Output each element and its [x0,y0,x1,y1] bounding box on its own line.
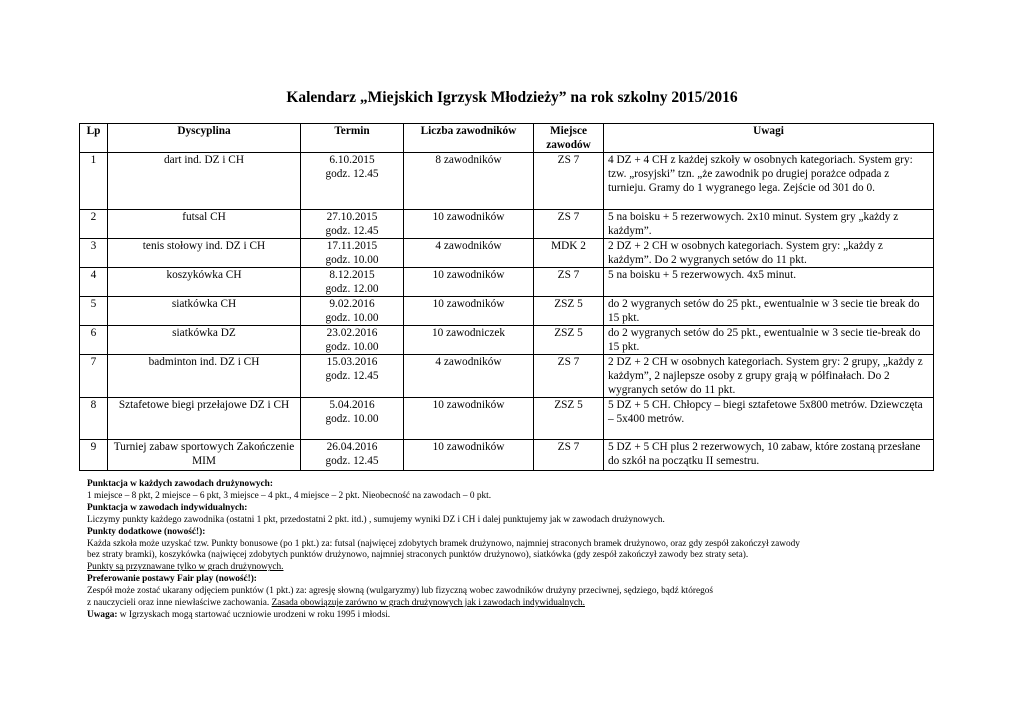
cell-discipline: tenis stołowy ind. DZ i CH [108,239,301,268]
header-discipline: Dyscyplina [108,124,301,153]
cell-players: 10 zawodników [404,398,534,440]
date-text: 8.12.2015 [329,269,375,281]
date-text: 27.10.2015 [326,211,378,223]
cell-lp: 1 [80,153,108,210]
date-text: 23.02.2016 [326,327,378,339]
cell-notes: do 2 wygranych setów do 25 pkt., ewentualnie w 3 secie tie break do 15 pkt. [604,297,934,326]
cell-discipline: Turniej zabaw sportowych Zakończenie MIM [108,440,301,471]
date-text: 17.11.2015 [326,240,378,252]
time-text: godz. 10.00 [325,254,379,266]
table-row [80,355,934,398]
cell-lp: 7 [80,355,108,398]
cell-players: 10 zawodników [404,297,534,326]
cell-date [301,355,404,398]
bonus-points-line: Każda szkoła może uzyskać tzw. Punkty bonusowe (po 1 pkt.) za: futsal (najwięcej zdobytych bramek drużynowo, najmniej straconych bramek drużynowo, oraz gdy zespół zakończył zawody [87,538,800,549]
cell-lp: 4 [80,268,108,297]
cell-players: 4 zawodników [404,239,534,268]
table-header-row [80,124,934,153]
fair-play-rule: Zasada obowiązuje zarówno w grach drużynowych jak i zawodach indywidualnych. [271,598,585,609]
cell-date [301,210,404,239]
date-text: 5.04.2016 [329,399,375,411]
cell-notes: 4 DZ + 4 CH z każdej szkoły w osobnych kategoriach. System gry: tzw. „rosyjski” tzn. „że zawodnik po drugiej porażce odpada z turnieju. Gramy do 1 wygranego lega. Zejście od 301 do 0. [604,153,934,210]
cell-discipline: siatkówka DZ [108,326,301,355]
cell-date [301,440,404,471]
header-date: Termin [301,124,404,153]
cell-date [301,239,404,268]
table-row [80,297,934,326]
table-row [80,268,934,297]
cell-notes: do 2 wygranych setów do 25 pkt., ewentualnie w 3 secie tie-break do 15 pkt. [604,326,934,355]
header-notes: Uwagi [604,124,934,153]
table-row [80,239,934,268]
cell-place: ZSZ 5 [534,326,604,355]
bonus-points-line: bez straty bramki), koszykówka (najwięcej zdobytych punktów drużynowo, najmniej straconych punktów drużynowo), siatkówka (gdy zespół zakończył zawody bez straty seta). [87,550,749,561]
cell-place: ZS 7 [534,355,604,398]
header-players: Liczba zawodników [404,124,534,153]
fair-play-text: z nauczycieli oraz inne niewłaściwe zachowania. [87,598,272,609]
cell-lp: 9 [80,440,108,471]
cell-lp: 2 [80,210,108,239]
cell-notes: 5 na boisku + 5 rezerwowych. 2x10 minut. System gry „każdy z każdym”. [604,210,934,239]
cell-place: ZSZ 5 [534,297,604,326]
individual-scoring-text: Liczymy punkty każdego zawodnika (ostatni 1 pkt, przedostatni 2 pkt. itd.) , sumujemy wyniki DZ i CH i dalej punktujemy jak w zawodach drużynowych. [87,514,665,525]
cell-notes: 5 DZ + 5 CH plus 2 rezerwowych, 10 zabaw, które zostaną przesłane do szkół na początku II semestru. [604,440,934,471]
time-text: godz. 12.45 [325,225,379,237]
table-row [80,326,934,355]
date-text: 6.10.2015 [329,154,375,166]
schedule-table [79,123,934,471]
cell-players: 4 zawodników [404,355,534,398]
cell-lp: 8 [80,398,108,440]
header-place: Miejsce zawodów [534,124,604,153]
cell-place: ZS 7 [534,153,604,210]
cell-place: ZS 7 [534,440,604,471]
cell-discipline: badminton ind. DZ i CH [108,355,301,398]
cell-date [301,398,404,440]
bonus-points-note: Punkty są przyznawane tylko w grach drużynowych. [87,562,284,573]
cell-notes: 2 DZ + 2 CH w osobnych kategoriach. System gry: „każdy z każdym”. Do 2 wygranych setów do 11 pkt. [604,239,934,268]
cell-date [301,326,404,355]
cell-players: 10 zawodników [404,268,534,297]
cell-players: 10 zawodników [404,440,534,471]
date-text: 9.02.2016 [329,298,375,310]
cell-date [301,153,404,210]
individual-scoring-heading: Punktacja w zawodach indywidualnych: [87,502,248,513]
time-text: godz. 12.45 [325,455,379,467]
time-text: godz. 12.00 [325,283,379,295]
fair-play-line: Zespół może zostać ukarany odjęciem punktów (1 pkt.) za: agresję słowną (wulgaryzmy) lub fizyczną wobec zawodników drużyny przeciwnej, sędziego, bądź któregoś [87,586,714,597]
cell-discipline: koszykówka CH [108,268,301,297]
fair-play-heading: Preferowanie postawy Fair play (nowość!): [87,574,257,585]
header-lp: Lp [80,124,108,153]
cell-players: 8 zawodników [404,153,534,210]
cell-lp: 3 [80,239,108,268]
cell-discipline: Sztafetowe biegi przełajowe DZ i CH [108,398,301,440]
time-text: godz. 10.00 [325,341,379,353]
cell-place: ZS 7 [534,210,604,239]
table-row [80,210,934,239]
cell-discipline: dart ind. DZ i CH [108,153,301,210]
cell-date [301,268,404,297]
warning-note [87,610,937,622]
cell-place: ZSZ 5 [534,398,604,440]
rules-notes [87,479,937,622]
date-text: 26.04.2016 [326,441,378,453]
team-scoring-heading: Punktacja w każdych zawodach drużynowych: [87,479,273,489]
time-text: godz. 10.00 [325,413,379,425]
warning-text: w Igrzyskach mogą startować uczniowie urodzeni w roku 1995 i młodsi. [117,609,391,620]
date-text: 15.03.2016 [326,356,378,368]
cell-notes: 2 DZ + 2 CH w osobnych kategoriach. System gry: 2 grupy, „każdy z każdym”, 2 najlepsze osoby z grupy grają w półfinałach. Do 2 wygranych setów do 11 pkt. [604,355,934,398]
warning-label: Uwaga: [87,609,118,620]
fair-play-line [87,598,937,610]
table-row [80,440,934,471]
table-row [80,153,934,210]
cell-players: 10 zawodniczek [404,326,534,355]
team-scoring-text: 1 miejsce – 8 pkt, 2 miejsce – 6 pkt, 3 miejsce – 4 pkt., 4 miejsce – 2 pkt. Nieobecność na zawodach – 0 pkt. [87,490,492,501]
cell-place: ZS 7 [534,268,604,297]
bonus-points-heading: Punkty dodatkowe (nowość!): [87,526,206,537]
table-row [80,398,934,440]
cell-discipline: siatkówka CH [108,297,301,326]
cell-notes: 5 DZ + 5 CH. Chłopcy – biegi sztafetowe 5x800 metrów. Dziewczęta – 5x400 metrów. [604,398,934,440]
cell-discipline: futsal CH [108,210,301,239]
cell-lp: 6 [80,326,108,355]
cell-players: 10 zawodników [404,210,534,239]
time-text: godz. 12.45 [325,370,379,382]
cell-lp: 5 [80,297,108,326]
cell-date [301,297,404,326]
time-text: godz. 12.45 [325,168,379,180]
page-title: Kalendarz „Miejskich Igrzysk Młodzieży” na rok szkolny 2015/2016 [286,89,738,106]
time-text: godz. 10.00 [325,312,379,324]
cell-place: MDK 2 [534,239,604,268]
cell-notes: 5 na boisku + 5 rezerwowych. 4x5 minut. [604,268,934,297]
